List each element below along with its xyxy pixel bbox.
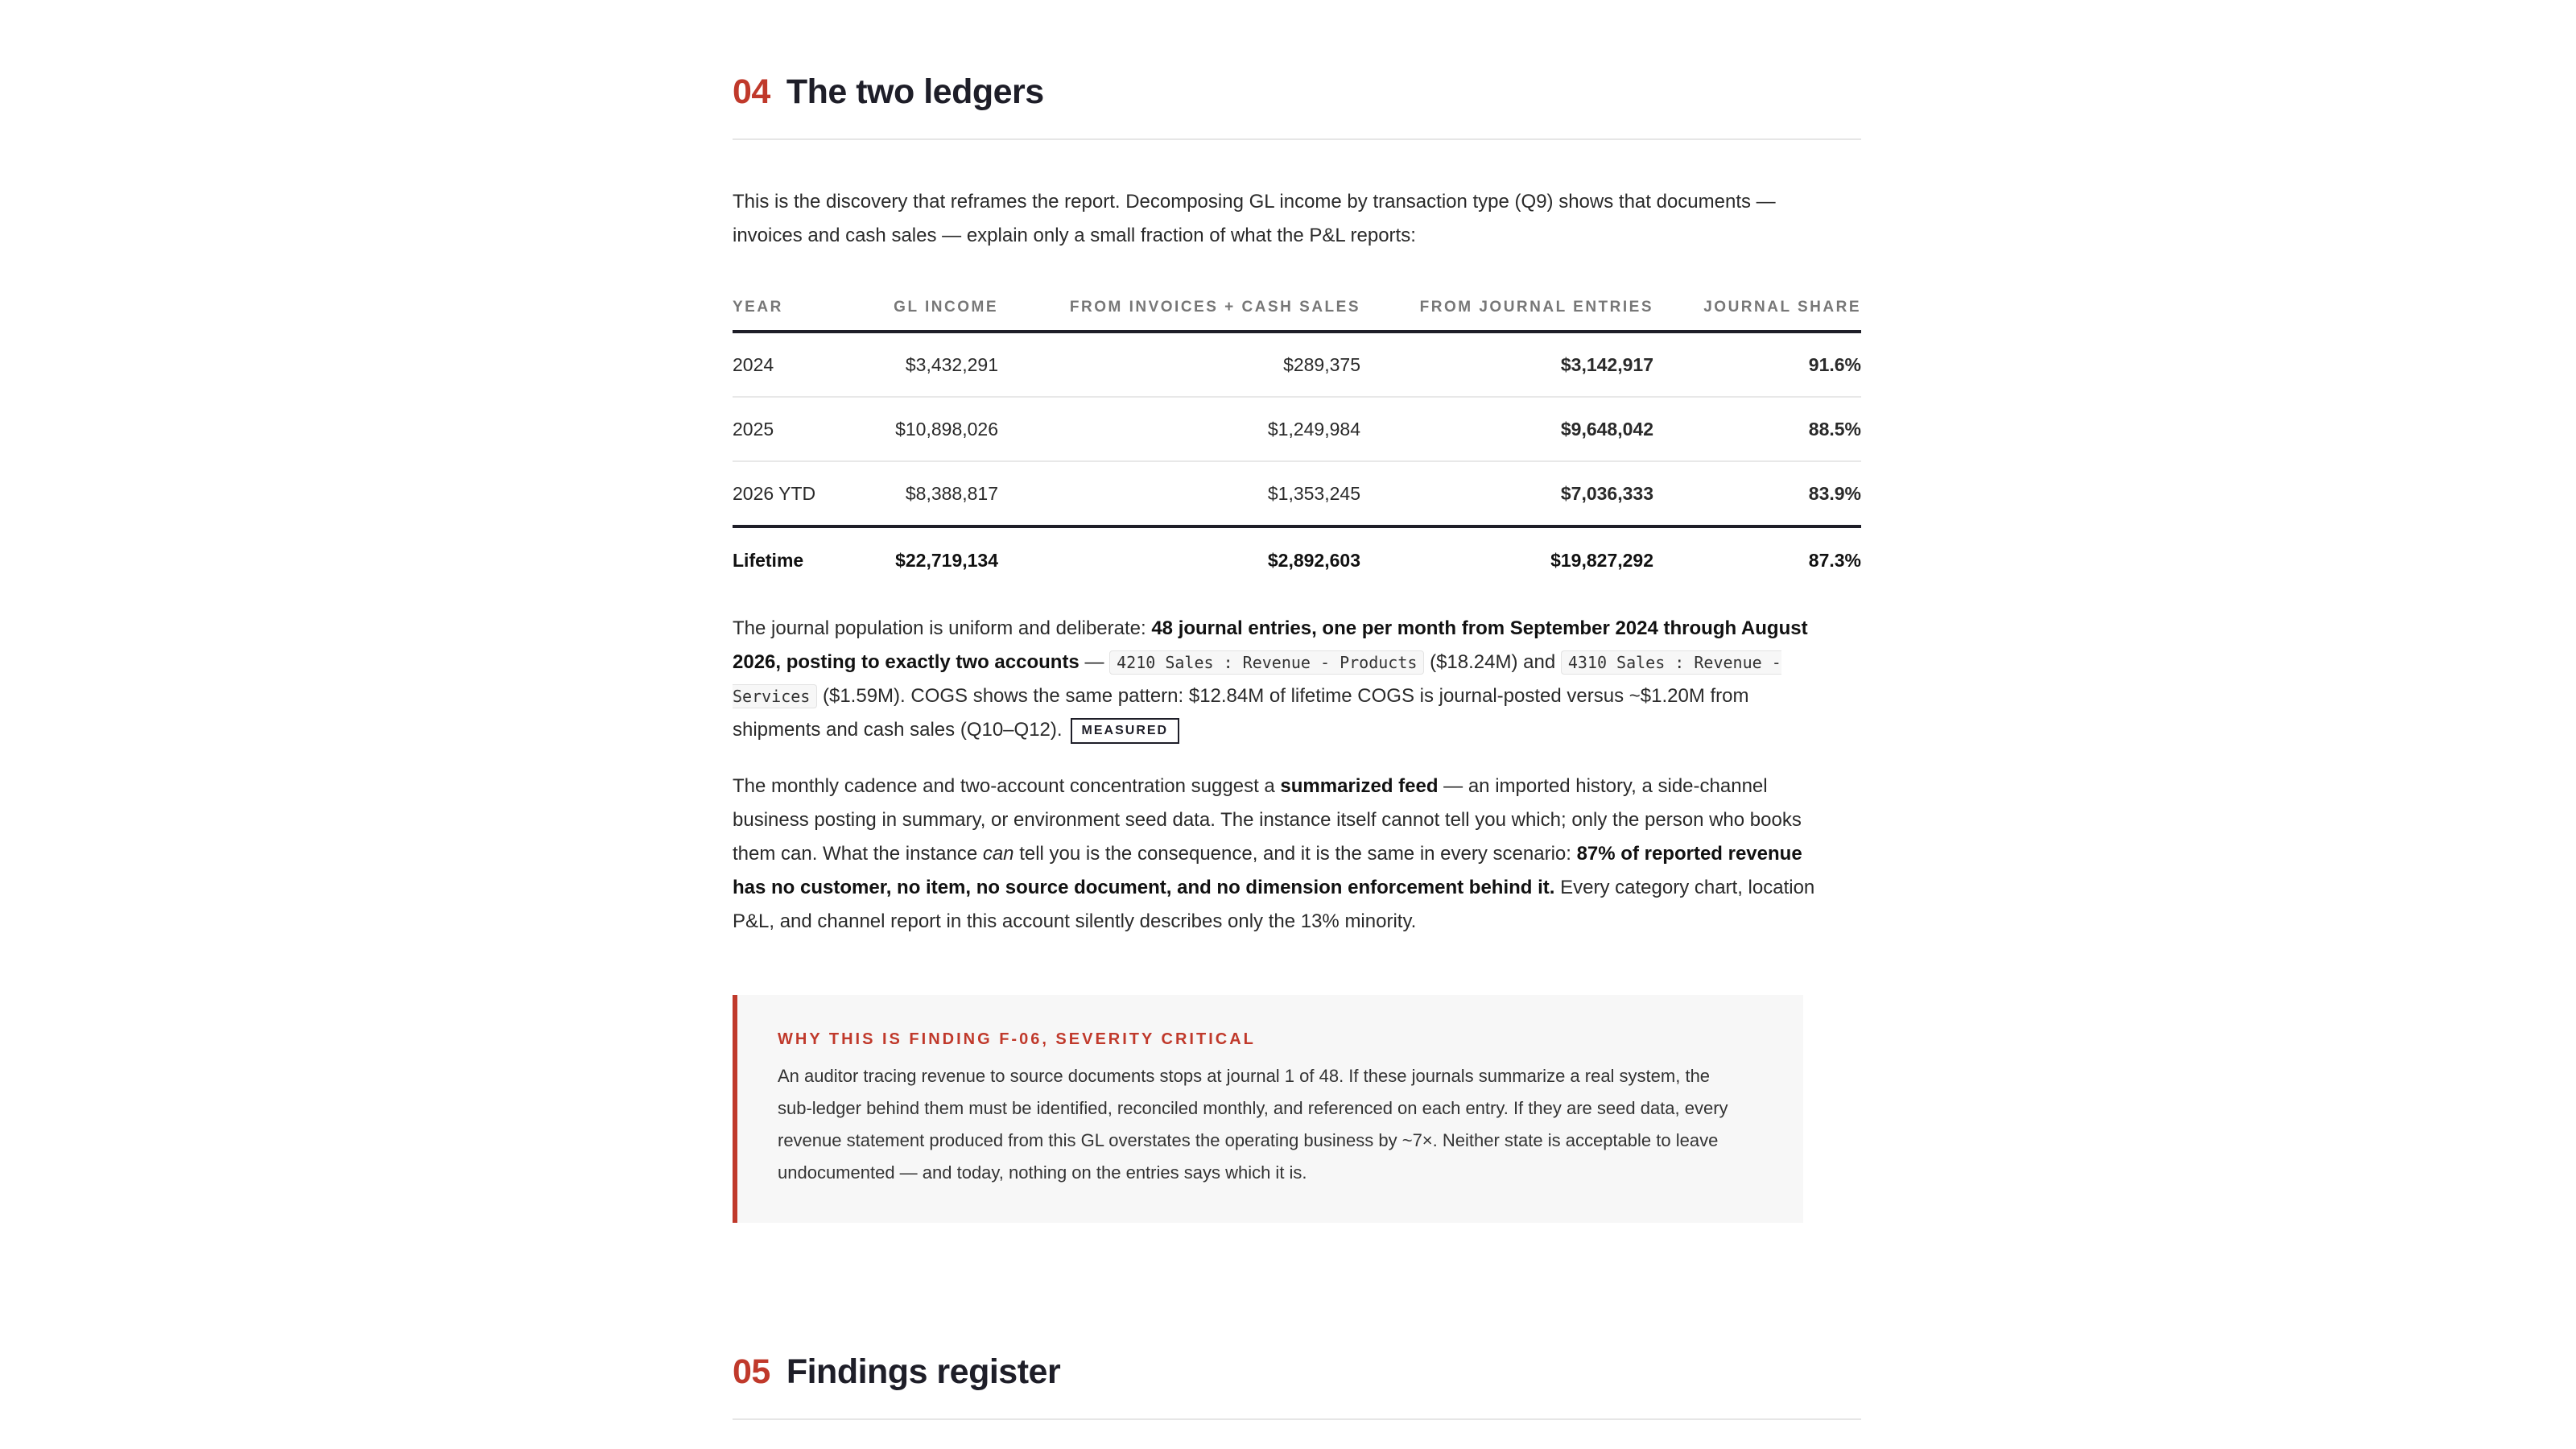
cell-year: 2025: [733, 397, 837, 461]
table-row: [733, 332, 1861, 397]
cell-gl-income: $8,388,817: [837, 461, 998, 526]
cadence-text-2: — an imported history, a side-channel business posting in summary, or environment seed data. The instance itself cannot tell you which; only the person who books them can. What the instance: [733, 775, 1802, 865]
cadence-emphasis-1: summarized feed: [1280, 775, 1439, 797]
cell-year: 2026 YTD: [733, 461, 837, 526]
cell-year: Lifetime: [733, 549, 804, 571]
cadence-paragraph: [733, 770, 1827, 939]
column-header-gl-income: GL INCOME: [837, 285, 998, 332]
cell-invoices-cash: $289,375: [998, 332, 1360, 397]
cadence-text-1: The monthly cadence and two-account concentration suggest a: [733, 775, 1281, 797]
section-title: The two ledgers: [786, 72, 1044, 111]
finding-callout: [733, 995, 1803, 1223]
column-header-journal-share: JOURNAL SHARE: [1653, 285, 1861, 332]
cell-invoices-cash: $2,892,603: [1267, 549, 1360, 571]
cell-gl-income: $22,719,134: [895, 549, 998, 571]
journal-lead: The journal population is uniform and deliberate:: [733, 617, 1152, 639]
cell-gl-income: $10,898,026: [837, 397, 998, 461]
account-code-products: 4210 Sales : Revenue - Products: [1109, 650, 1424, 675]
cell-share: 83.9%: [1653, 461, 1861, 526]
cell-journal: $9,648,042: [1360, 397, 1653, 461]
column-header-year: YEAR: [733, 285, 837, 332]
section-number: 05: [733, 1352, 770, 1391]
journal-emphasis: 48 journal entries, one per month from September 2024 through August 2026, posting to exactly two accounts: [733, 617, 1808, 673]
ledger-table: [733, 285, 1861, 592]
cell-invoices-cash: $1,353,245: [998, 461, 1360, 526]
callout-label: WHY THIS IS FINDING F-06, SEVERITY CRITICAL: [778, 1030, 1256, 1048]
intro-paragraph: This is the discovery that reframes the report. Decomposing GL income by transaction type (Q9) shows that documents — invoices and cash sales — explain only a small fraction of what the P&L reports:: [733, 191, 1776, 246]
table-row: [733, 461, 1861, 526]
cell-invoices-cash: $1,249,984: [998, 397, 1360, 461]
measured-badge: MEASURED: [1071, 718, 1180, 744]
table-row: [733, 397, 1861, 461]
cell-journal: $19,827,292: [1550, 549, 1653, 571]
journal-tail: ($1.59M). COGS shows the same pattern: $12.84M of lifetime COGS is journal-posted versus ~$1.20M from shipments and cash sales (Q10–Q12).: [733, 685, 1749, 741]
cadence-text-4: Every category chart, location P&L, and channel report in this account silently describes only the 13% minority.: [733, 877, 1815, 932]
section-heading-04: [733, 72, 1861, 140]
cell-journal: $3,142,917: [1360, 332, 1653, 397]
cell-share: 87.3%: [1808, 549, 1861, 571]
cell-year: 2024: [733, 332, 837, 397]
section-number: 04: [733, 72, 770, 111]
journal-dash: —: [1079, 651, 1110, 673]
report-content: [733, 0, 1861, 1391]
section-heading-05: [733, 1352, 1861, 1420]
section-title: Findings register: [786, 1352, 1061, 1391]
account-code-services: 4310 Sales : Revenue - Services: [733, 650, 1781, 708]
cell-share: 91.6%: [1653, 332, 1861, 397]
journal-paragraph: [733, 612, 1827, 747]
cadence-text-3: tell you is the consequence, and it is the same in every scenario:: [1013, 843, 1577, 865]
cell-gl-income: $3,432,291: [837, 332, 998, 397]
cadence-emphasis-2: 87% of reported revenue has no customer, no item, no source document, and no dimension enforcement behind it.: [733, 843, 1802, 898]
journal-amount-products: ($18.24M) and: [1424, 651, 1561, 673]
cadence-italic: can: [982, 843, 1014, 865]
callout-text: An auditor tracing revenue to source documents stops at journal 1 of 48. If these journals summarize a real system, the sub-ledger behind them must be identified, reconciled monthly, and referenced on each entry. If they are seed data, every revenue statement produced from this GL overstates the operating business by ~7×. Neither state is acceptable to leave undocumented — and today, nothing on the entries says which it is.: [778, 1066, 1728, 1183]
table-header-row: [733, 285, 1861, 332]
column-header-invoices-cash: FROM INVOICES + CASH SALES: [998, 285, 1360, 332]
column-header-journal: FROM JOURNAL ENTRIES: [1360, 285, 1653, 332]
table-total-row: [733, 526, 1861, 592]
cell-journal: $7,036,333: [1360, 461, 1653, 526]
cell-share: 88.5%: [1653, 397, 1861, 461]
